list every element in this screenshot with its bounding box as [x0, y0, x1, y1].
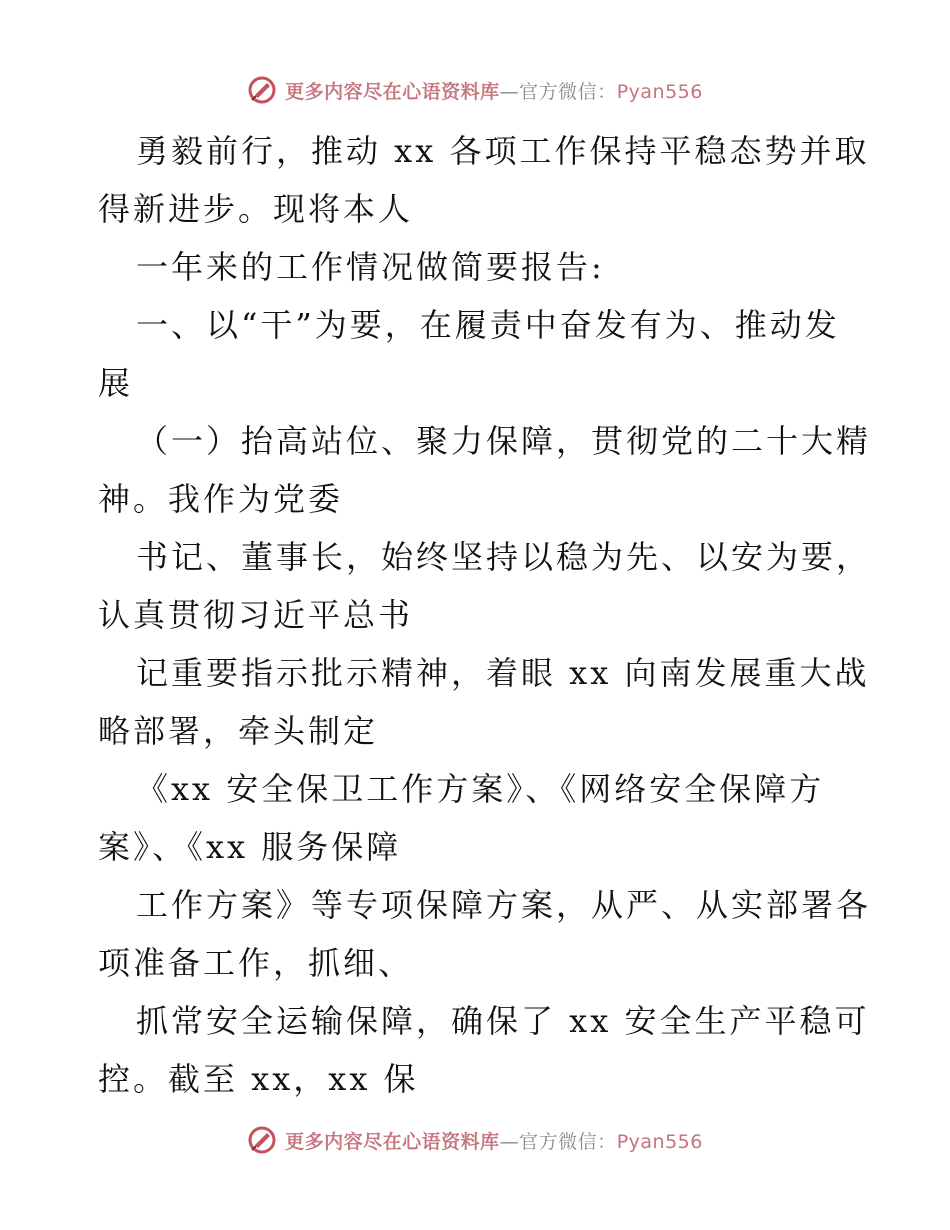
- watermark-id-text: Pyan556: [616, 80, 703, 103]
- footer-watermark: [0, 1120, 950, 1160]
- body-line: 工作方案》等专项保障方案，从严、从实部署各: [136, 886, 872, 924]
- body-line: 抓常安全运输保障，确保了 xx 安全生产平稳可: [136, 1002, 870, 1040]
- body-line: 控。截至 xx，xx 保: [98, 1060, 419, 1098]
- body-line: （一）抬高站位、聚力保障，贯彻党的二十大精: [136, 422, 872, 460]
- body-line: 案》、《xx 服务保障: [98, 828, 402, 866]
- watermark-sub-text: 官方微信：: [519, 1130, 617, 1153]
- watermark-main-text: 更多内容尽在心语资料库: [285, 80, 500, 103]
- body-line: 认真贯彻习近平总书: [98, 596, 414, 634]
- body-line: 记重要指示批示精神，着眼 xx 向南发展重大战: [136, 654, 870, 692]
- body-line: 一、以“干”为要，在履责中奋发有为、推动发: [136, 306, 840, 344]
- body-line: 项准备工作，抓细、: [98, 944, 414, 982]
- body-line: 书记、董事长，始终坚持以稳为先、以安为要，: [136, 538, 872, 576]
- body-line: 展: [98, 364, 134, 402]
- watermark-separator: —: [499, 80, 520, 103]
- body-line: 略部署，牵头制定: [98, 712, 379, 750]
- watermark-sub-text: 官方微信：: [519, 80, 617, 103]
- body-line: 神。我作为党委: [98, 480, 344, 518]
- header-watermark: [0, 70, 950, 110]
- document-body: [98, 122, 872, 1108]
- body-line: 得新进步。现将本人: [98, 190, 414, 228]
- body-line: 《xx 安全保卫工作方案》、《网络安全保障方: [136, 770, 825, 808]
- watermark-logo-icon: [247, 75, 277, 105]
- body-line: 勇毅前行，推动 xx 各项工作保持平稳态势并取: [136, 132, 870, 170]
- watermark-id-text: Pyan556: [616, 1130, 703, 1153]
- body-line: 一年来的工作情况做简要报告:: [136, 248, 605, 286]
- watermark-separator: —: [499, 1130, 520, 1153]
- watermark-logo-icon: [247, 1125, 277, 1155]
- watermark-main-text: 更多内容尽在心语资料库: [285, 1130, 500, 1153]
